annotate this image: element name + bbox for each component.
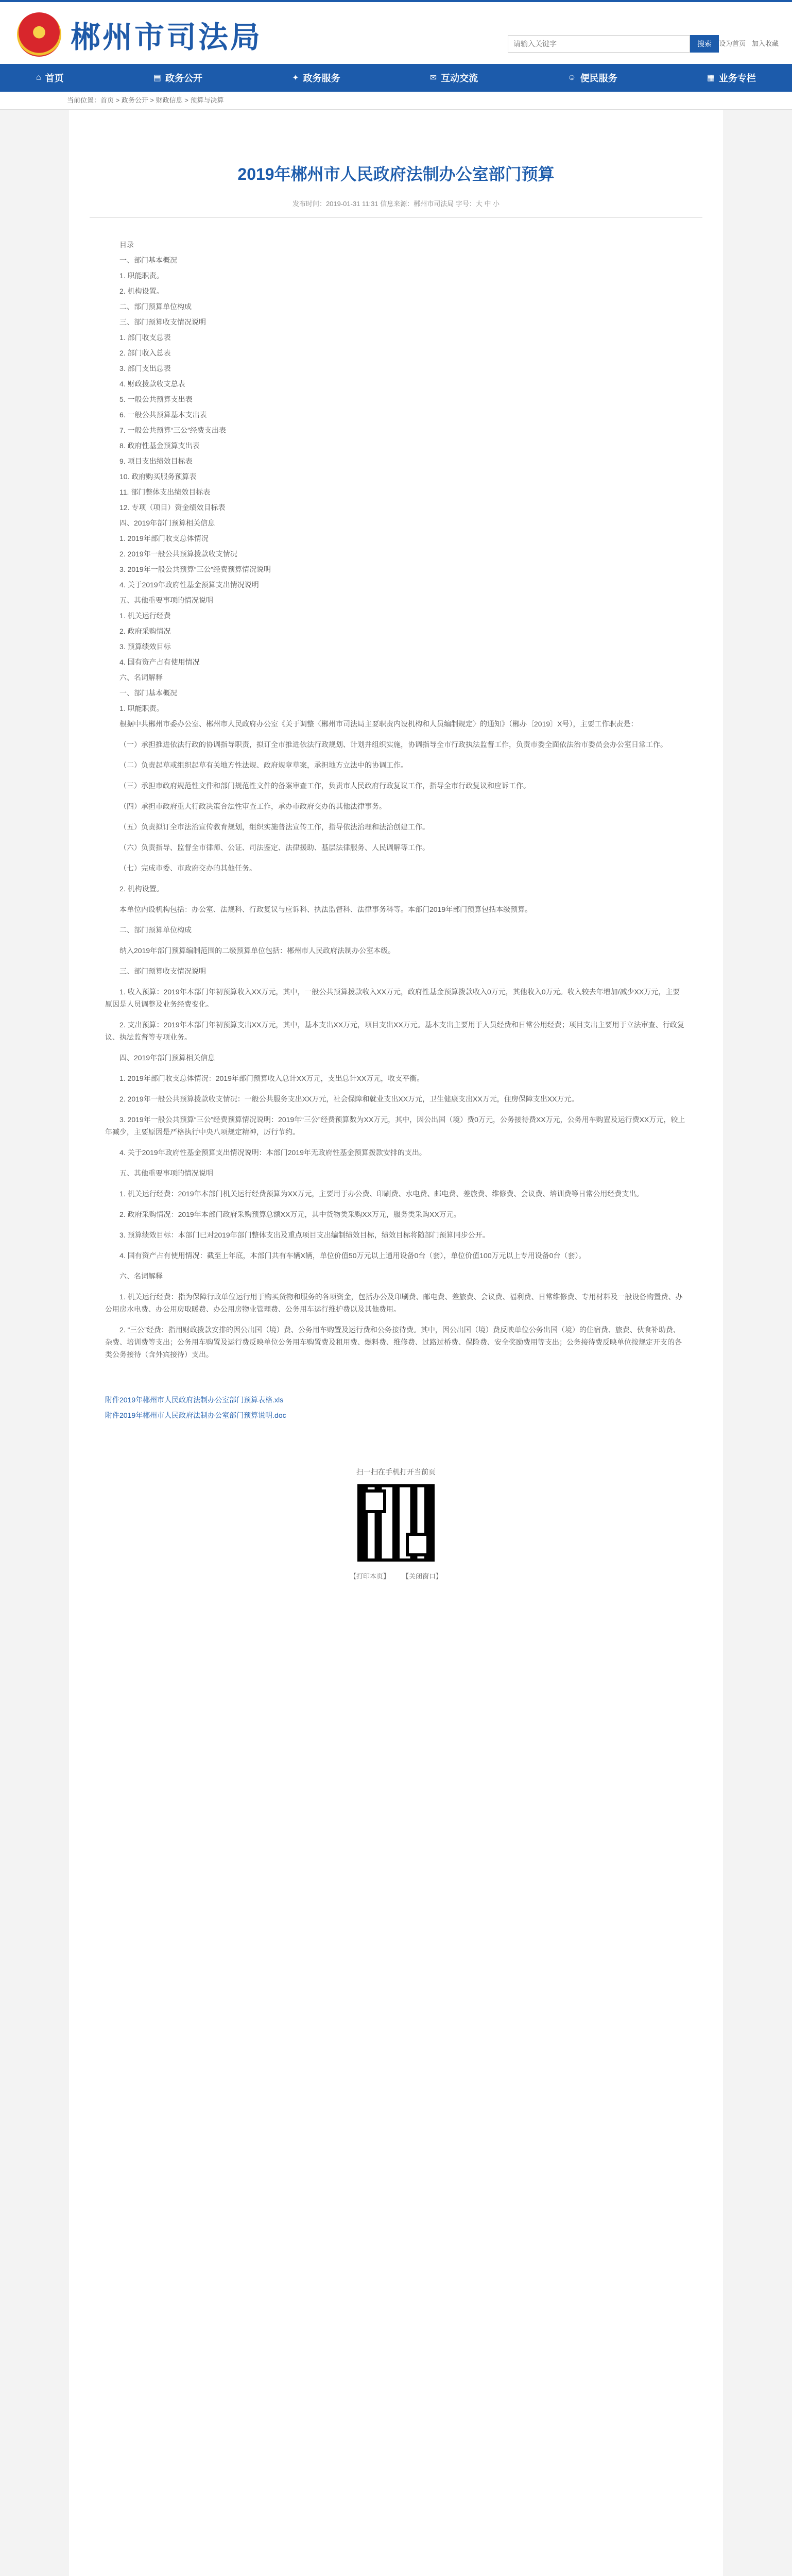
qr-area <box>69 1467 723 1581</box>
article-paragraph: 本单位内设机构包括：办公室、法规科、行政复议与应诉科、执法监督科、法律事务科等。本部门2019年部门预算包括本级预算。 <box>119 905 532 913</box>
article-paragraph: 2. 政府采购情况：2019年本部门政府采购预算总额XX万元，其中货物类采购XX万元，服务类采购XX万元。 <box>119 1210 461 1218</box>
nav-label: 互动交流 <box>441 73 478 83</box>
nav-item-interaction[interactable] <box>430 71 478 84</box>
print-page-link[interactable]: 【打印本页】 <box>349 1572 390 1580</box>
grid-icon: ▦ <box>707 74 715 82</box>
article-paragraph: 二、部门预算单位构成 <box>119 926 192 934</box>
toc-item: 3. 部门支出总表 <box>119 364 171 372</box>
article-paragraph: 六、名词解释 <box>119 1272 163 1280</box>
article-body <box>69 218 723 1361</box>
nav-label: 业务专栏 <box>718 73 756 83</box>
toc-item: 4. 关于2019年政府性基金预算支出情况说明 <box>119 581 259 589</box>
toc-item: 6. 一般公共预算基本支出表 <box>119 411 207 419</box>
nav-item-home[interactable] <box>36 71 64 84</box>
nav-label: 便民服务 <box>580 73 617 83</box>
toc-item: 四、2019年部门预算相关信息 <box>119 519 215 527</box>
chat-icon: ✉ <box>429 74 437 82</box>
close-window-link[interactable]: 【关闭窗口】 <box>402 1572 443 1580</box>
article-paragraph: 3. 2019年一般公共预算“三公”经费预算情况说明：2019年“三公”经费预算数为XX万元，其中，因公出国（境）费0万元，公务接待费XX万元，公务用车购置及运行费XX万元，较上年减少，主要原因是严格执行中央八项规定精神，厉行节约。 <box>105 1115 685 1136</box>
article-paragraph: 1. 收入预算：2019年本部门年初预算收入XX万元，其中，一般公共预算拨款收入XX万元，政府性基金预算拨款收入0万元，其他收入0万元。收入较去年增加/减少XX万元，主要原因是人员调整及业务经费变化。 <box>105 988 680 1008</box>
article-meta: 发布时间：2019-01-31 11:31 信息来源：郴州市司法局 字号：大 中 小 <box>90 198 702 218</box>
nav-item-public-affairs[interactable] <box>153 71 202 84</box>
toc-item: 12. 专项（项目）资金绩效目标表 <box>119 503 226 512</box>
site-name: 郴州市司法局 <box>71 21 263 54</box>
nav-item-convenience[interactable] <box>567 71 617 84</box>
article-paragraph: （四）承担市政府重大行政决策合法性审查工作，承办市政府交办的其他法律事务。 <box>119 802 386 810</box>
breadcrumb: 当前位置：首页 > 政务公开 > 财政信息 > 预算与决算 <box>0 92 792 110</box>
search-input[interactable] <box>508 35 690 53</box>
people-icon: ☺ <box>567 73 576 82</box>
toc-item: 4. 财政拨款收支总表 <box>119 380 185 388</box>
set-homepage-link[interactable]: 设为首页 <box>718 40 746 47</box>
home-icon: ⌂ <box>36 73 41 82</box>
nav-item-business-columns[interactable] <box>707 71 756 84</box>
toc-item: 三、部门预算收支情况说明 <box>119 318 206 326</box>
document-icon: ▤ <box>153 74 161 82</box>
qr-label: 扫一扫在手机打开当前页 <box>356 1468 436 1476</box>
article-paragraph: 2. 2019年一般公共预算拨款收支情况：一般公共服务支出XX万元，社会保障和就业支出XX万元，卫生健康支出XX万元，住房保障支出XX万元。 <box>119 1095 579 1103</box>
toc-item: 2. 政府采购情况 <box>119 627 171 635</box>
toc-item: 8. 政府性基金预算支出表 <box>119 442 200 450</box>
article-paragraph: （一）承担推进依法行政的协调指导职责，拟订全市推进依法行政规划、计划并组织实施，协调指导全市行政执法监督工作，负责市委全面依法治市委员会办公室日常工作。 <box>119 740 667 749</box>
toc-item: 1. 2019年部门收支总体情况 <box>119 534 209 543</box>
toc-item: 3. 2019年一般公共预算“三公”经费预算情况说明 <box>119 565 271 573</box>
toc-item: 目录 <box>119 241 134 249</box>
main-nav <box>0 64 792 92</box>
toc-item: 7. 一般公共预算“三公”经费支出表 <box>119 426 226 434</box>
attachment-link[interactable]: 附件2019年郴州市人民政府法制办公室部门预算表格.xls <box>105 1396 284 1404</box>
toc-item: 2. 部门收入总表 <box>119 349 171 357</box>
toc-item: 4. 国有资产占有使用情况 <box>119 658 200 666</box>
toc-item: 11. 部门整体支出绩效目标表 <box>119 488 211 496</box>
article-paragraph: 根据中共郴州市委办公室、郴州市人民政府办公室《关于调整〈郴州市司法局主要职责内设机构和人员编制规定〉的通知》（郴办〔2019〕X号），主要工作职责是： <box>119 720 638 728</box>
article-paragraph: 2. 支出预算：2019年本部门年初预算支出XX万元，其中，基本支出XX万元，项目支出XX万元。基本支出主要用于人员经费和日常公用经费；项目支出主要用于立法审查、行政复议、执法监督等专项业务。 <box>105 1021 684 1041</box>
toc-item: 1. 部门收支总表 <box>119 333 171 342</box>
article-paragraph: （七）完成市委、市政府交办的其他任务。 <box>119 864 256 872</box>
nav-label: 政务服务 <box>303 73 340 83</box>
article-paragraph: 四、2019年部门预算相关信息 <box>119 1054 215 1062</box>
article-paragraph: 五、其他重要事项的情况说明 <box>119 1169 213 1177</box>
article-paragraph: 1. 机关运行经费：2019年本部门机关运行经费预算为XX万元，主要用于办公费、印刷费、水电费、邮电费、差旅费、维修费、会议费、培训费等日常公用经费支出。 <box>119 1190 644 1198</box>
service-icon: ✦ <box>292 74 299 82</box>
article-paragraph: 三、部门预算收支情况说明 <box>119 967 206 975</box>
article-paragraph: 3. 预算绩效目标：本部门已对2019年部门整体支出及重点项目支出编制绩效目标，绩效目标将随部门预算同步公开。 <box>119 1231 490 1239</box>
page-title: 2019年郴州市人民政府法制办公室部门预算 <box>237 165 555 183</box>
attachment-link[interactable]: 附件2019年郴州市人民政府法制办公室部门预算说明.doc <box>105 1411 286 1419</box>
toc-item: 六、名词解释 <box>119 673 163 682</box>
article-paragraph: 4. 国有资产占有使用情况：截至上年底，本部门共有车辆X辆，单位价值50万元以上通用设备0台（套），单位价值100万元以上专用设备0台（套）。 <box>119 1251 586 1260</box>
toc-item: 1. 职能职责。 <box>119 272 164 280</box>
toc-item: 五、其他重要事项的情况说明 <box>119 596 213 604</box>
toc-item: 5. 一般公共预算支出表 <box>119 395 193 403</box>
article-paragraph: （六）负责指导、监督全市律师、公证、司法鉴定、法律援助、基层法律服务、人民调解等工作。 <box>119 843 429 852</box>
article-paragraph: 4. 关于2019年政府性基金预算支出情况说明：本部门2019年无政府性基金预算拨款安排的支出。 <box>119 1148 426 1157</box>
toc-item: 二、部门预算单位构成 <box>119 302 192 311</box>
toc-item: 一、部门基本概况 <box>119 256 177 264</box>
toc-item: 2. 2019年一般公共预算拨款收支情况 <box>119 550 237 558</box>
site-logo[interactable] <box>17 12 262 57</box>
article-paragraph: 1. 机关运行经费：指为保障行政单位运行用于购买货物和服务的各项资金，包括办公及印刷费、邮电费、差旅费、会议费、福利费、日常维修费、专用材料及一般设备购置费、办公用房水电费、办公用房取暖费、办公用房物业管理费、公务用车运行维护费以及其他费用。 <box>105 1293 683 1313</box>
site-header <box>0 0 792 64</box>
search-button[interactable]: 搜索 <box>690 35 719 53</box>
page-actions <box>69 1571 723 1581</box>
toc-item: 一、部门基本概况 <box>119 689 177 697</box>
article-paragraph: （二）负责起草或组织起草有关地方性法规、政府规章草案，承担地方立法中的协调工作。 <box>119 761 408 769</box>
toc-item: 2. 机构设置。 <box>119 287 164 295</box>
article <box>69 110 723 2576</box>
article-paragraph: 2. “三公”经费：指用财政拨款安排的因公出国（境）费、公务用车购置及运行费和公务接待费。其中，因公出国（境）费反映单位公务出国（境）的住宿费、旅费、伙食补助费、杂费、培训费等支出；公务用车购置及运行费反映单位公务用车购置费及租用费、燃料费、维修费、过路过桥费、保险费、安全奖励费用等支出；公务接待费反映单位按规定开支的各类公务接待（含外宾接待）支出。 <box>105 1326 682 1359</box>
nav-label: 首页 <box>45 73 64 83</box>
toc-item: 3. 预算绩效目标 <box>119 642 171 651</box>
toc-item: 1. 职能职责。 <box>119 704 164 713</box>
qr-code-icon <box>357 1484 435 1562</box>
national-emblem-icon <box>17 12 61 57</box>
article-paragraph: 纳入2019年部门预算编制范围的二级预算单位包括：郴州市人民政府法制办公室本级。 <box>119 946 395 955</box>
top-links <box>719 38 779 48</box>
article-paragraph: 1. 2019年部门收支总体情况：2019年部门预算收入总计XX万元，支出总计XX万元，收支平衡。 <box>119 1074 424 1082</box>
article-paragraph: （三）承担市政府规范性文件和部门规范性文件的备案审查工作，负责市人民政府行政复议工作，指导全市行政复议和应诉工作。 <box>119 782 530 790</box>
nav-label: 政务公开 <box>165 73 202 83</box>
toc-item: 1. 机关运行经费 <box>119 612 171 620</box>
toc-item: 9. 项目支出绩效目标表 <box>119 457 193 465</box>
article-paragraph: （五）负责拟订全市法治宣传教育规划，组织实施普法宣传工作，指导依法治理和法治创建工作。 <box>119 823 429 831</box>
attachments <box>69 1369 723 1436</box>
nav-item-government-services[interactable] <box>292 71 340 84</box>
toc-item: 10. 政府购买服务预算表 <box>119 472 197 481</box>
add-favorite-link[interactable]: 加入收藏 <box>751 40 779 47</box>
article-paragraph: 2. 机构设置。 <box>119 885 164 893</box>
